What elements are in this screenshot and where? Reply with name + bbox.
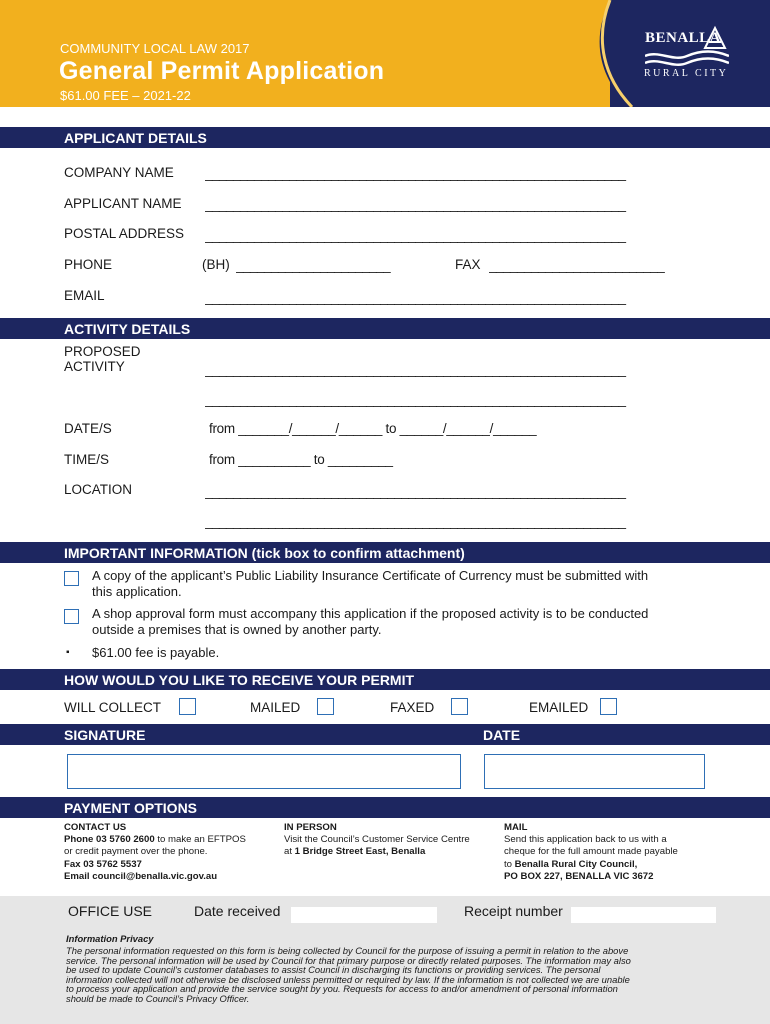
faxed-checkbox[interactable] [451, 698, 468, 715]
in-person-block: IN PERSON Visit the Council’s Customer Service Centre at 1 Bridge Street East, Benalla [284, 822, 504, 859]
law-subtitle: COMMUNITY LOCAL LAW 2017 [60, 41, 250, 56]
benalla-logo [641, 24, 731, 84]
company-name-label: COMPANY NAME [64, 165, 174, 180]
email-label: EMAIL [64, 288, 105, 303]
mail-payee: Benalla Rural City Council, [514, 858, 638, 870]
privacy-line: be used to update Council’s customer databases to assist Council in discharging its functions or providing services. The personal [66, 964, 601, 976]
contact-credit-text: or credit payment over the phone. [64, 846, 208, 858]
contact-us-block: CONTACT US Phone 03 5760 2600 to make an EFTPOS or credit payment over the phone. Fax 03 5762 5537 Email council@benalla.vic.gov.au [64, 822, 284, 883]
bh-label: (BH) [202, 257, 230, 272]
contact-fax: Fax 03 5762 5537 [64, 858, 142, 870]
signature-box[interactable] [67, 754, 461, 789]
proposed-activity-field-1[interactable]: ____________________________________________________________ [205, 362, 626, 377]
in-person-title: IN PERSON [284, 822, 337, 833]
privacy-text [66, 946, 706, 1004]
mail-address: PO BOX 227, BENALLA VIC 3672 [504, 870, 654, 882]
office-use-label: OFFICE USE [68, 903, 153, 919]
location-label: LOCATION [64, 482, 133, 497]
activity-label: ACTIVITY [64, 359, 125, 374]
postal-address-field[interactable]: ____________________________________________________________ [205, 228, 626, 243]
logo-text-rural-city: RURAL CITY [644, 68, 729, 79]
fax-label: FAX [455, 257, 481, 272]
logo-waves-icon [645, 50, 729, 68]
receipt-number-label: Receipt number [464, 903, 563, 919]
mail-title: MAIL [504, 822, 528, 833]
shop-approval-text-line-2: outside a premises that is owned by another party. [92, 622, 382, 637]
logo-text-benalla: BENALLA [645, 30, 722, 46]
location-field-2[interactable]: ____________________________________________________________ [205, 514, 626, 529]
will-collect-label: WILL COLLECT [64, 700, 162, 715]
mailed-label: MAILED [250, 700, 301, 715]
privacy-line: service. The personal information will be used by Council for that primary purpose or directly related purposes. The information may also [66, 954, 631, 966]
applicant-name-field[interactable]: ____________________________________________________________ [205, 197, 626, 212]
emailed-label: EMAILED [529, 700, 589, 715]
date-heading: DATE [483, 727, 521, 743]
shop-approval-text-line-1: A shop approval form must accompany this application if the proposed activity is to be conducted [92, 606, 649, 621]
privacy-title: Information Privacy [66, 933, 154, 944]
privacy-line: information collected will not otherwise be disclosed unless permitted or required by law. If the information is not collected we are unable [66, 973, 630, 985]
fax-field[interactable]: _________________________ [489, 258, 665, 273]
mail-block: MAIL Send this application back to us with a cheque for the full amount made payable to Benalla Rural City Council, PO BOX 227, BENALLA VIC 3672 [504, 822, 734, 883]
shop-approval-checkbox[interactable] [64, 609, 79, 624]
dates-field[interactable]: from _______/______/______ to ______/______/______ [209, 421, 537, 436]
proposed-label: PROPOSED [64, 344, 141, 359]
insurance-text-line-1: A copy of the applicant’s Public Liability Insurance Certificate of Currency must be submitted with [92, 568, 649, 583]
mail-line-2: cheque for the full amount made payable [504, 846, 678, 858]
times-field[interactable]: from __________ to _________ [209, 452, 393, 467]
contact-email: Email council@benalla.vic.gov.au [64, 870, 218, 882]
dates-label: DATE/S [64, 421, 112, 436]
privacy-line: The personal information requested on this form is being collected by Council for the purpose of issuing a permit in relation to the above [66, 945, 629, 956]
emailed-checkbox[interactable] [600, 698, 617, 715]
date-box[interactable] [484, 754, 705, 789]
faxed-label: FAXED [390, 700, 435, 715]
signature-heading: SIGNATURE [64, 727, 146, 743]
important-info-header: IMPORTANT INFORMATION (tick box to confirm attachment) [0, 542, 770, 563]
applicant-name-label: APPLICANT NAME [64, 196, 182, 211]
email-field[interactable]: ____________________________________________________________ [205, 290, 626, 305]
location-field-1[interactable]: ____________________________________________________________ [205, 484, 626, 499]
fee-payable-text: $61.00 fee is payable. [92, 645, 220, 660]
page-title: General Permit Application [59, 57, 385, 85]
privacy-line: should be made to Council’s Privacy Officer. [66, 992, 250, 1004]
will-collect-checkbox[interactable] [179, 698, 196, 715]
fee-subtitle: $61.00 FEE – 2021-22 [60, 88, 191, 103]
mail-line-1: Send this application back to us with a [504, 834, 667, 846]
insurance-text-line-2: this application. [92, 584, 182, 599]
mailed-checkbox[interactable] [317, 698, 334, 715]
times-label: TIME/S [64, 452, 110, 467]
insurance-checkbox[interactable] [64, 571, 79, 586]
phone-bh-field[interactable]: ______________________ [236, 258, 391, 273]
date-received-label: Date received [194, 903, 281, 919]
contact-us-title: CONTACT US [64, 822, 127, 833]
applicant-details-header: APPLICANT DETAILS [0, 127, 770, 148]
signature-header [0, 724, 770, 745]
contact-phone: Phone 03 5760 2600 [64, 834, 155, 846]
activity-details-header: ACTIVITY DETAILS [0, 318, 770, 339]
in-person-address: 1 Bridge Street East, Benalla [294, 846, 426, 858]
date-received-field[interactable] [291, 907, 437, 923]
company-name-field[interactable]: ____________________________________________________________ [205, 166, 626, 181]
receive-permit-header: HOW WOULD YOU LIKE TO RECEIVE YOUR PERMIT [0, 669, 770, 690]
phone-label: PHONE [64, 257, 113, 272]
fee-bullet-icon: ▪ [66, 647, 70, 658]
payment-options-header: PAYMENT OPTIONS [0, 797, 770, 818]
postal-address-label: POSTAL ADDRESS [64, 226, 185, 241]
receipt-number-field[interactable] [571, 907, 716, 923]
in-person-line-1: Visit the Council’s Customer Service Centre [284, 834, 470, 846]
proposed-activity-field-2[interactable]: ____________________________________________________________ [205, 392, 626, 407]
privacy-line: to process your application and provide the service sought by you. Requests for access to and/or amendment of personal information [66, 983, 618, 995]
